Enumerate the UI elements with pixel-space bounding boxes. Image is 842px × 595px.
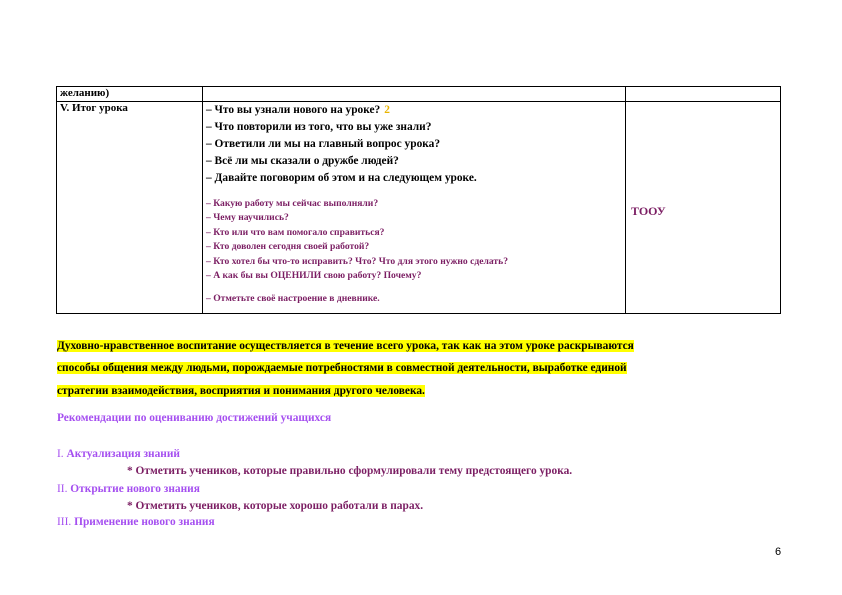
recommendation-heading: Применение нового знания: [74, 516, 215, 528]
recommendation-note: * Отметить учеников, которые правильно сформулировали тему предстоящего урока.: [127, 465, 573, 477]
content-cell: [203, 102, 626, 314]
stage-cell: [57, 102, 203, 314]
table-row: [57, 87, 781, 102]
recommendation-item: [57, 516, 215, 528]
recommendations-title: Рекомендации по оцениванию достижений учащихся: [57, 412, 332, 424]
main-question: – Что вы узнали нового на уроке? 2: [206, 104, 390, 116]
note-cell: [626, 87, 781, 102]
stage-title: V. Итог урока: [60, 102, 128, 114]
reflection-question: – Кто хотел бы что-то исправить? Что? Что для этого нужно сделать?: [206, 255, 509, 267]
main-question: – Всё ли мы сказали о дружбе людей?: [206, 155, 399, 167]
note-cell: [626, 102, 781, 314]
mood-instruction: – Отметьте своё настроение в дневнике.: [206, 293, 380, 305]
main-question: – Давайте поговорим об этом и на следующем уроке.: [206, 172, 477, 184]
highlight-line: Духовно-нравственное воспитание осуществляется в течение всего урока, так как на этом уроке раскрываются: [57, 340, 634, 352]
recommendation-item: [57, 448, 180, 460]
page-number: 6: [775, 546, 782, 558]
reflection-question: – Кто или что вам помогало справиться?: [206, 226, 385, 238]
table-row: [57, 102, 781, 314]
content-cell: [203, 87, 626, 102]
recommendation-item: [57, 483, 200, 495]
reflection-question: – Чему научились?: [206, 212, 289, 224]
highlighted-paragraph: [57, 335, 784, 402]
recommendation-note: * Отметить учеников, которые хорошо работали в парах.: [127, 500, 424, 512]
main-question: – Ответили ли мы на главный вопрос урока?: [206, 138, 441, 150]
main-question: – Что повторили из того, что вы уже знали?: [206, 121, 432, 133]
highlight-line: способы общения между людьми, порождаемые потребностями в совместной деятельности, выработке единой: [57, 362, 627, 375]
roman-numeral: I.: [57, 448, 64, 460]
reflection-question: – Кто доволен сегодня своей работой?: [206, 241, 370, 253]
lesson-plan-table: [56, 86, 781, 314]
marker-number: 2: [384, 104, 390, 116]
stage-cell: желанию): [57, 87, 203, 102]
roman-numeral: II.: [57, 483, 68, 495]
reflection-question: – Какую работу мы сейчас выполняли?: [206, 198, 379, 209]
highlight-line: стратегии взаимодействия, восприятия и понимания другого человека.: [57, 384, 425, 397]
note-label: ТООУ: [631, 204, 666, 218]
recommendation-heading: Актуализация знаний: [66, 448, 180, 460]
recommendation-heading: Открытие нового знания: [70, 483, 200, 495]
reflection-question: – А как бы вы ОЦЕНИЛИ свою работу? Почему?: [206, 270, 422, 282]
roman-numeral: III.: [57, 516, 72, 528]
